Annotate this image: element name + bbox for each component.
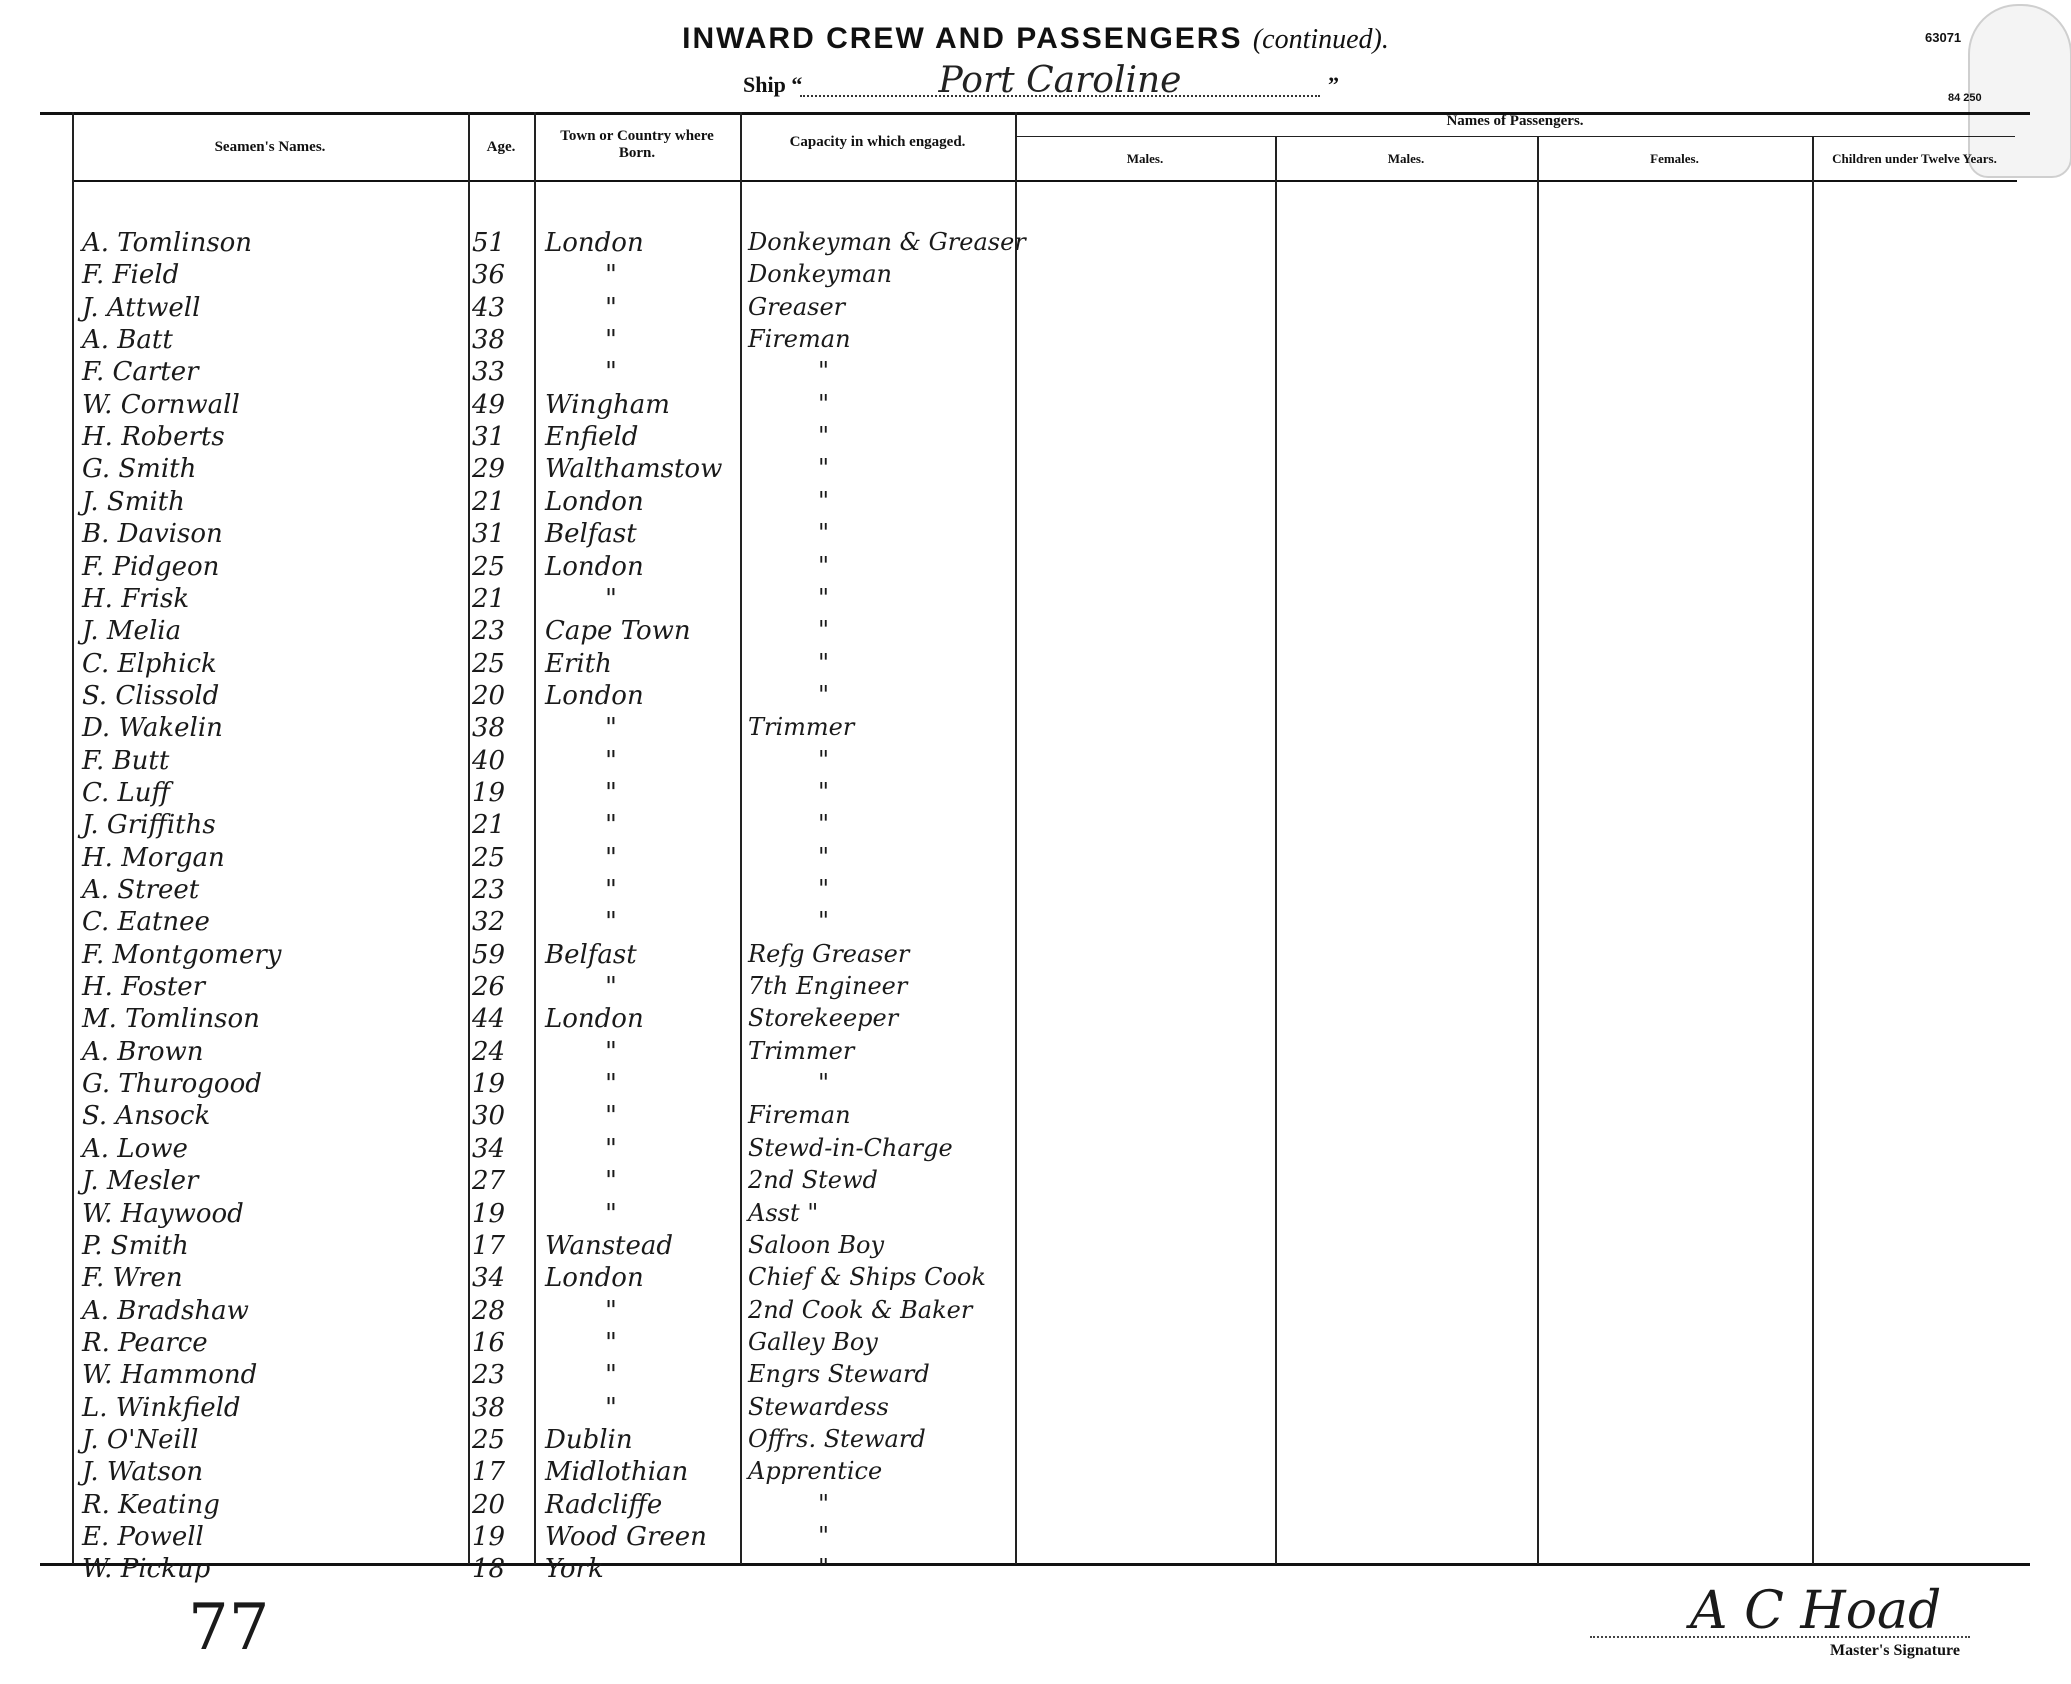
crew-name: J. Smith <box>82 487 185 517</box>
crew-age: 59 <box>472 940 506 970</box>
crew-age: 31 <box>472 422 506 452</box>
crew-capacity: " <box>818 616 830 644</box>
crew-name: A. Street <box>82 875 200 905</box>
crew-born: Belfast <box>545 519 637 549</box>
crew-name: S. Clissold <box>82 681 220 711</box>
crew-name: F. Pidgeon <box>82 552 220 582</box>
crew-capacity: Chief & Ships Cook <box>748 1263 986 1291</box>
header-bottom-rule <box>72 180 2017 182</box>
crew-name: G. Smith <box>82 454 197 484</box>
page-title <box>0 22 2071 56</box>
crew-name: A. Lowe <box>82 1134 188 1164</box>
crew-age: 40 <box>472 746 506 776</box>
header-town-born: Town or Country where Born. <box>560 128 714 161</box>
crew-born: Radcliffe <box>545 1490 663 1520</box>
column-divider-age <box>468 112 470 1564</box>
crew-born: Wanstead <box>545 1231 674 1261</box>
crew-name: S. Ansock <box>82 1101 211 1131</box>
crew-capacity: Saloon Boy <box>748 1231 885 1259</box>
crew-age: 16 <box>472 1328 506 1358</box>
ship-name: Port Caroline <box>938 60 1182 101</box>
crew-capacity: Offrs. Steward <box>748 1425 926 1453</box>
header-capacity: Capacity in which engaged. <box>789 134 966 150</box>
crew-capacity: Engrs Steward <box>748 1360 930 1388</box>
crew-capacity: " <box>818 1554 830 1582</box>
crew-born: " <box>605 1166 617 1196</box>
crew-born: " <box>605 1101 617 1131</box>
crew-capacity: " <box>818 584 830 612</box>
crew-age: 36 <box>472 260 506 290</box>
crew-age: 27 <box>472 1166 506 1196</box>
column-divider-males-1 <box>1015 112 1017 1564</box>
form-number: 63071 <box>1925 30 1962 45</box>
crew-age: 44 <box>472 1004 506 1034</box>
crew-capacity: " <box>818 681 830 709</box>
crew-born: " <box>605 1199 617 1229</box>
crew-capacity: Storekeeper <box>748 1004 899 1032</box>
column-divider-born <box>534 112 536 1564</box>
crew-capacity: 2nd Cook & Baker <box>748 1296 973 1324</box>
crew-born: London <box>545 1263 644 1293</box>
crew-capacity: Galley Boy <box>748 1328 878 1356</box>
crew-age: 32 <box>472 907 506 937</box>
crew-born: Midlothian <box>545 1457 689 1487</box>
crew-age: 34 <box>472 1134 506 1164</box>
crew-born: Wingham <box>545 390 670 420</box>
crew-name: J. Mesler <box>82 1166 199 1196</box>
crew-age: 49 <box>472 390 506 420</box>
crew-age: 51 <box>472 228 506 258</box>
table-bottom-rule <box>40 1563 2030 1566</box>
crew-born: " <box>605 325 617 355</box>
crew-name: L. Winkfield <box>82 1393 241 1423</box>
crew-name: A. Tomlinson <box>82 228 253 258</box>
crew-name: W. Haywood <box>82 1199 244 1229</box>
crew-capacity: Fireman <box>748 325 851 353</box>
crew-born: " <box>605 1328 617 1358</box>
crew-name: F. Carter <box>82 357 199 387</box>
crew-born: " <box>605 843 617 873</box>
signature-line <box>1590 1636 1970 1638</box>
crew-born: London <box>545 487 644 517</box>
crew-age: 19 <box>472 778 506 808</box>
crew-born: Wood Green <box>545 1522 707 1552</box>
crew-capacity: Refg Greaser <box>748 940 910 968</box>
crew-capacity: Asst " <box>748 1199 819 1227</box>
crew-name: H. Frisk <box>82 584 190 614</box>
crew-born: " <box>605 1296 617 1326</box>
crew-name: G. Thurogood <box>82 1069 262 1099</box>
header-seamens-names: Seamen's Names. <box>214 139 326 155</box>
crew-age: 25 <box>472 552 506 582</box>
crew-age: 33 <box>472 357 506 387</box>
crew-born: Walthamstow <box>545 454 723 484</box>
ship-label: Ship “ <box>743 72 803 97</box>
crew-age: 21 <box>472 487 506 517</box>
crew-born: " <box>605 875 617 905</box>
crew-name: H. Roberts <box>82 422 225 452</box>
crew-born: Erith <box>545 649 612 679</box>
crew-age: 38 <box>472 713 506 743</box>
crew-capacity: " <box>818 357 830 385</box>
crew-age: 19 <box>472 1199 506 1229</box>
crew-age: 23 <box>472 875 506 905</box>
crew-name: J. Griffiths <box>82 810 216 840</box>
crew-capacity: " <box>818 1069 830 1097</box>
crew-name: J. Attwell <box>82 293 201 323</box>
crew-capacity: Trimmer <box>748 1037 855 1065</box>
crew-age: 23 <box>472 616 506 646</box>
crew-name: C. Eatnee <box>82 907 210 937</box>
crew-age: 23 <box>472 1360 506 1390</box>
crew-capacity: " <box>818 843 830 871</box>
title-main: INWARD CREW AND PASSENGERS <box>682 22 1243 55</box>
crew-capacity: " <box>818 422 830 450</box>
crew-age: 21 <box>472 810 506 840</box>
crew-name: D. Wakelin <box>82 713 223 743</box>
crew-capacity: " <box>818 390 830 418</box>
crew-born: " <box>605 1134 617 1164</box>
crew-capacity: " <box>818 454 830 482</box>
crew-born: " <box>605 1069 617 1099</box>
crew-capacity: Greaser <box>748 293 846 321</box>
crew-name: W. Pickup <box>82 1554 211 1584</box>
header-age: Age. <box>486 139 516 155</box>
crew-name: F. Field <box>82 260 180 290</box>
crew-name: C. Elphick <box>82 649 217 679</box>
crew-born: " <box>605 293 617 323</box>
crew-name: M. Tomlinson <box>82 1004 260 1034</box>
crew-name: A. Brown <box>82 1037 204 1067</box>
crew-born: " <box>605 1360 617 1390</box>
crew-capacity: Trimmer <box>748 713 855 741</box>
crew-capacity: " <box>818 519 830 547</box>
crew-age: 20 <box>472 681 506 711</box>
column-divider-males-2 <box>1275 136 1277 1564</box>
crew-name: R. Pearce <box>82 1328 208 1358</box>
crew-age: 19 <box>472 1522 506 1552</box>
header-males-2: Males. <box>1387 151 1425 166</box>
crew-capacity: Fireman <box>748 1101 851 1129</box>
crew-age: 43 <box>472 293 506 323</box>
master-signature: A C Hoad <box>1690 1581 1942 1641</box>
crew-age: 19 <box>472 1069 506 1099</box>
crew-age: 20 <box>472 1490 506 1520</box>
crew-name: W. Cornwall <box>82 390 240 420</box>
crew-born: " <box>605 584 617 614</box>
crew-capacity: 7th Engineer <box>748 972 908 1000</box>
crew-age: 17 <box>472 1457 506 1487</box>
crew-age: 17 <box>472 1231 506 1261</box>
signature-caption: Master's Signature <box>1830 1642 1960 1659</box>
header-males-1: Males. <box>1126 151 1164 166</box>
crew-capacity: Donkeyman <box>748 260 892 288</box>
crew-name: J. O'Neill <box>82 1425 199 1455</box>
crew-name: F. Wren <box>82 1263 183 1293</box>
crew-name: A. Batt <box>82 325 173 355</box>
crew-name: F. Montgomery <box>82 940 282 970</box>
crew-capacity: " <box>818 778 830 806</box>
crew-name: H. Foster <box>82 972 206 1002</box>
crew-born: York <box>545 1554 604 1584</box>
crew-age: 25 <box>472 649 506 679</box>
form-subnumber: 84 250 <box>1948 92 1982 104</box>
crew-born: " <box>605 746 617 776</box>
crew-born: " <box>605 1393 617 1423</box>
crew-born: " <box>605 260 617 290</box>
crew-name: E. Powell <box>82 1522 204 1552</box>
crew-born: " <box>605 778 617 808</box>
crew-capacity: Stewd-in-Charge <box>748 1134 953 1162</box>
crew-age: 29 <box>472 454 506 484</box>
crew-capacity: " <box>818 810 830 838</box>
crew-born: Enfield <box>545 422 639 452</box>
crew-age: 31 <box>472 519 506 549</box>
crew-name: H. Morgan <box>82 843 225 873</box>
crew-age: 18 <box>472 1554 506 1584</box>
crew-capacity: Stewardess <box>748 1393 889 1421</box>
title-suffix: (continued). <box>1252 24 1389 55</box>
crew-name: C. Luff <box>82 778 170 808</box>
crew-born: London <box>545 681 644 711</box>
crew-capacity: " <box>818 649 830 677</box>
crew-capacity: Donkeyman & Greaser <box>748 228 1026 256</box>
column-divider-children <box>1812 136 1814 1564</box>
crew-born: Belfast <box>545 940 637 970</box>
crew-age: 38 <box>472 1393 506 1423</box>
crew-age: 28 <box>472 1296 506 1326</box>
crew-capacity: " <box>818 746 830 774</box>
crew-name: J. Watson <box>82 1457 204 1487</box>
crew-name: W. Hammond <box>82 1360 258 1390</box>
crew-born: " <box>605 1037 617 1067</box>
crew-age: 34 <box>472 1263 506 1293</box>
crew-age: 25 <box>472 1425 506 1455</box>
crew-age: 30 <box>472 1101 506 1131</box>
crew-born: " <box>605 357 617 387</box>
crew-age: 26 <box>472 972 506 1002</box>
header-children: Children under Twelve Years. <box>1832 151 1997 166</box>
crew-born: London <box>545 1004 644 1034</box>
column-divider-names <box>72 112 74 1564</box>
crew-age: 25 <box>472 843 506 873</box>
crew-name: F. Butt <box>82 746 170 776</box>
crew-capacity: " <box>818 1522 830 1550</box>
crew-capacity: Apprentice <box>748 1457 883 1485</box>
crew-capacity: " <box>818 1490 830 1518</box>
crew-born: London <box>545 552 644 582</box>
ship-close-quote: ” <box>1328 72 1339 97</box>
crew-capacity: 2nd Stewd <box>748 1166 878 1194</box>
crew-name: P. Smith <box>82 1231 189 1261</box>
crew-born: " <box>605 972 617 1002</box>
crew-age: 24 <box>472 1037 506 1067</box>
crew-age: 38 <box>472 325 506 355</box>
crew-born: Cape Town <box>545 616 691 646</box>
crew-born: " <box>605 713 617 743</box>
crew-name: J. Melia <box>82 616 182 646</box>
column-divider-females <box>1537 136 1539 1564</box>
crew-born: " <box>605 810 617 840</box>
crew-born: Dublin <box>545 1425 633 1455</box>
crew-name: R. Keating <box>82 1490 220 1520</box>
crew-name: A. Bradshaw <box>82 1296 249 1326</box>
header-females: Females. <box>1650 151 1699 166</box>
crew-capacity: " <box>818 875 830 903</box>
crew-name: B. Davison <box>82 519 223 549</box>
crew-capacity: " <box>818 487 830 515</box>
crew-age: 21 <box>472 584 506 614</box>
crew-born: " <box>605 907 617 937</box>
crew-capacity: " <box>818 552 830 580</box>
passenger-group-rule <box>1015 136 2015 137</box>
header-names-of-passengers: Names of Passengers. <box>1446 113 1584 129</box>
page-mark: 77 <box>188 1591 270 1665</box>
column-divider-capacity <box>740 112 742 1564</box>
crew-capacity: " <box>818 907 830 935</box>
crew-born: London <box>545 228 644 258</box>
